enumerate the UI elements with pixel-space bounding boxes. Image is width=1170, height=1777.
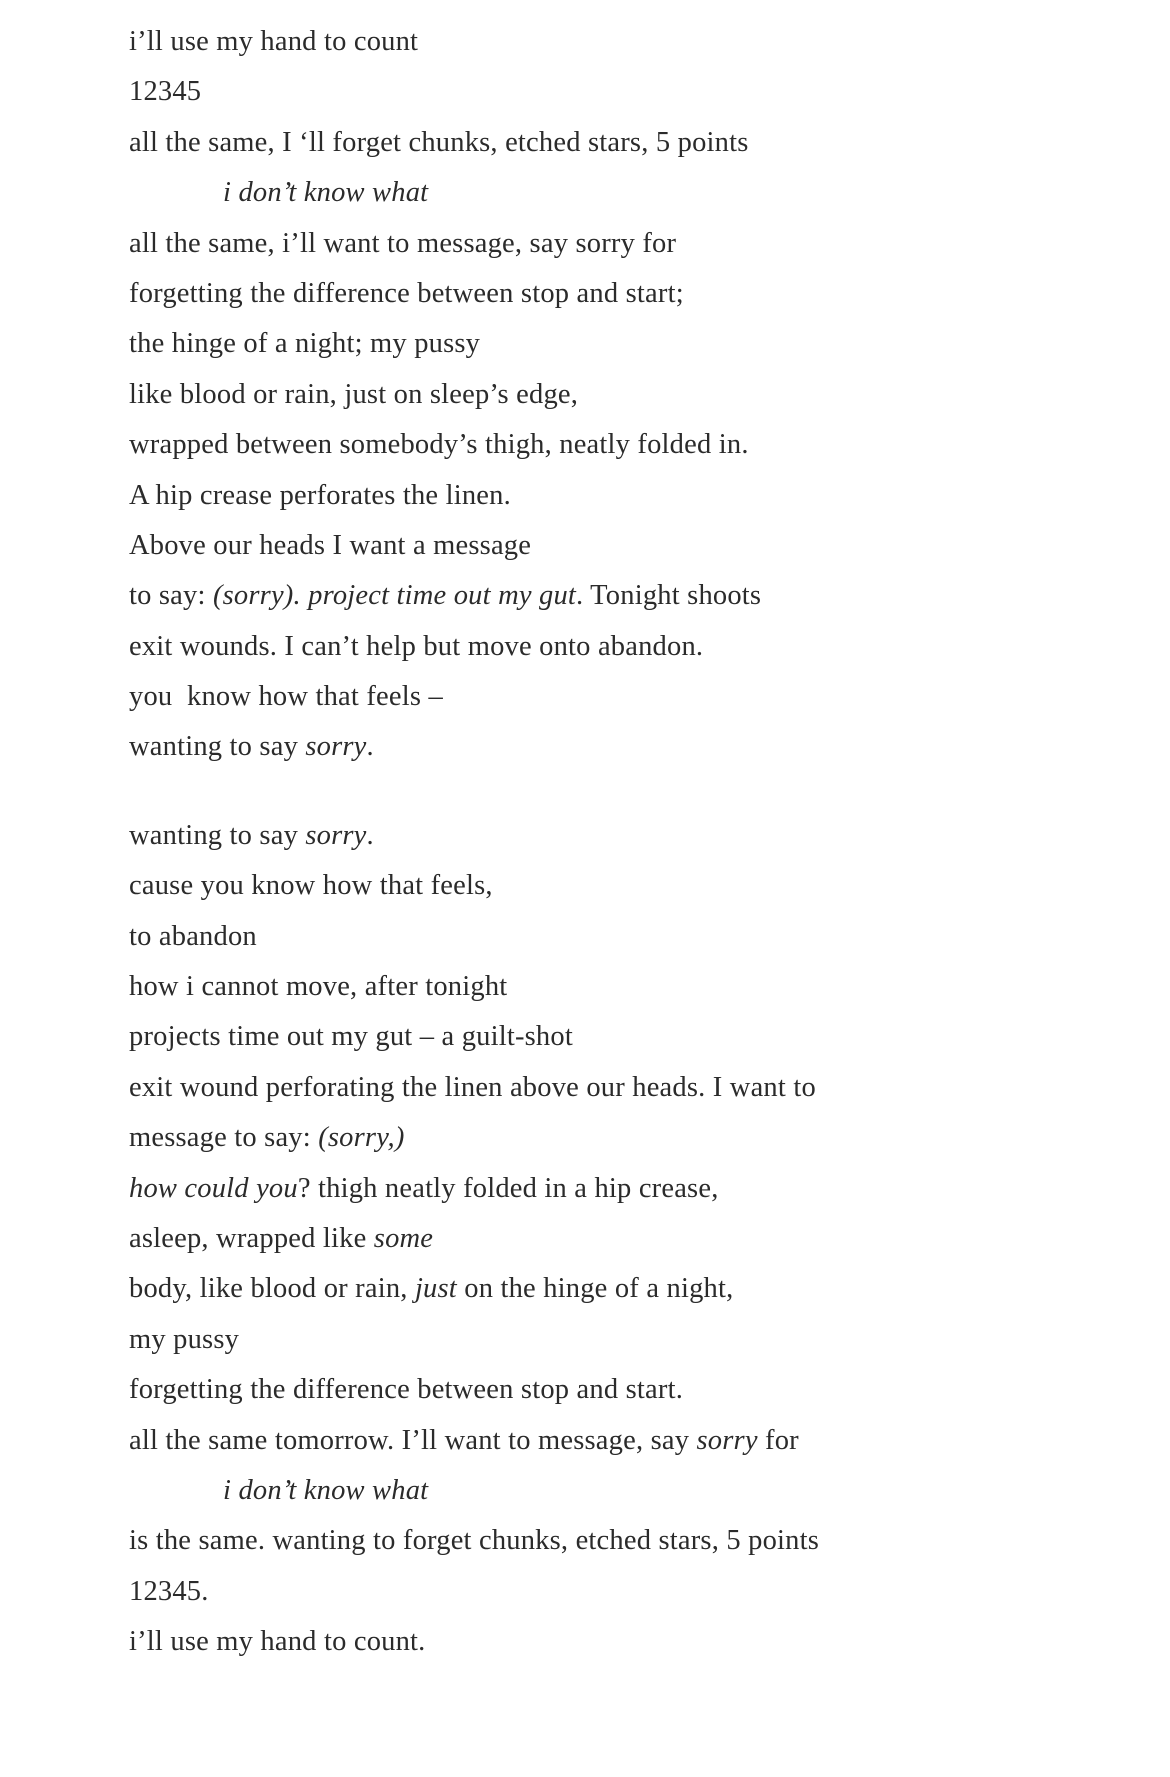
italic-text: (sorry,) bbox=[318, 1122, 405, 1154]
poem-line bbox=[129, 222, 1089, 272]
italic-text: sorry bbox=[305, 731, 367, 763]
poem-line bbox=[129, 1066, 1089, 1116]
line-text: body, like blood or rain, bbox=[129, 1273, 415, 1305]
stanza-1 bbox=[129, 20, 1089, 776]
italic-text: some bbox=[373, 1222, 434, 1254]
line-text: all the same tomorrow. I’ll want to message, say bbox=[129, 1424, 697, 1456]
line-text: you know how that feels – bbox=[129, 681, 443, 713]
poem-line bbox=[129, 574, 1089, 624]
italic-text: sorry bbox=[305, 819, 367, 851]
line-text: . bbox=[366, 731, 374, 763]
poem-line bbox=[129, 864, 1089, 914]
line-text: the hinge of a night; my pussy bbox=[129, 328, 481, 360]
poem-line bbox=[129, 965, 1089, 1015]
italic-text: sorry bbox=[696, 1424, 758, 1456]
poem-line bbox=[129, 625, 1089, 675]
poem-line bbox=[129, 20, 1089, 70]
line-text: on the hinge of a night, bbox=[456, 1273, 734, 1305]
poem-line bbox=[129, 915, 1089, 965]
line-text: forgetting the difference between stop and start; bbox=[129, 277, 684, 309]
line-text: message to say: bbox=[129, 1122, 319, 1154]
line-text: to abandon bbox=[129, 920, 257, 952]
italic-text: i don’t know what bbox=[223, 1474, 429, 1506]
line-text: exit wounds. I can’t help but move onto abandon. bbox=[129, 630, 704, 662]
poem-line bbox=[129, 1519, 1089, 1569]
poem-line bbox=[129, 725, 1089, 775]
italic-text: i don’t know what bbox=[223, 177, 429, 209]
line-text: i’ll use my hand to count. bbox=[129, 1626, 426, 1658]
poem-line bbox=[129, 70, 1089, 120]
line-text: wrapped between somebody’s thigh, neatly folded in. bbox=[129, 429, 749, 461]
italic-text: (sorry). project time out my gut bbox=[212, 580, 577, 612]
line-text: all the same, I ‘ll forget chunks, etched stars, 5 points bbox=[129, 126, 749, 158]
poem-line bbox=[129, 373, 1089, 423]
line-text: wanting to say bbox=[129, 819, 306, 851]
italic-text: how could you bbox=[129, 1172, 298, 1204]
line-text: i’ll use my hand to count bbox=[129, 26, 419, 57]
line-text: . bbox=[366, 819, 374, 851]
poem-line bbox=[129, 171, 1089, 221]
italic-text: just bbox=[414, 1273, 457, 1305]
poem bbox=[129, 20, 1089, 1671]
poem-line bbox=[129, 423, 1089, 473]
poem-line bbox=[129, 1469, 1089, 1519]
poem-line bbox=[129, 1217, 1089, 1267]
line-text: . Tonight shoots bbox=[576, 580, 762, 612]
poem-line bbox=[129, 272, 1089, 322]
poem-line bbox=[129, 1318, 1089, 1368]
line-text: projects time out my gut – a guilt-shot bbox=[129, 1021, 573, 1053]
poem-line bbox=[129, 1015, 1089, 1065]
line-text: cause you know how that feels, bbox=[129, 870, 493, 902]
poem-line bbox=[129, 1570, 1089, 1620]
poem-line bbox=[129, 1267, 1089, 1317]
poem-line bbox=[129, 675, 1089, 725]
poem-line bbox=[129, 524, 1089, 574]
line-text: exit wound perforating the linen above our heads. I want to bbox=[129, 1071, 816, 1103]
line-text: forgetting the difference between stop and start. bbox=[129, 1374, 684, 1406]
poem-line bbox=[129, 1116, 1089, 1166]
line-text: for bbox=[757, 1424, 799, 1456]
line-text: like blood or rain, just on sleep’s edge, bbox=[129, 378, 579, 410]
poem-line bbox=[129, 474, 1089, 524]
line-text: A hip crease perforates the linen. bbox=[129, 479, 511, 511]
line-text: Above our heads I want a message bbox=[129, 529, 532, 561]
line-text: all the same, i’ll want to message, say sorry for bbox=[129, 227, 677, 259]
line-text: wanting to say bbox=[129, 731, 306, 763]
line-text: to say: bbox=[129, 580, 213, 612]
poem-line bbox=[129, 814, 1089, 864]
line-text: is the same. wanting to forget chunks, etched stars, 5 points bbox=[129, 1525, 820, 1557]
stanza-2 bbox=[129, 814, 1089, 1671]
line-text: ? thigh neatly folded in a hip crease, bbox=[297, 1172, 719, 1204]
poem-line bbox=[129, 1620, 1089, 1670]
line-text: 12345. bbox=[129, 1575, 209, 1607]
poem-line bbox=[129, 322, 1089, 372]
poem-line bbox=[129, 121, 1089, 171]
line-text: how i cannot move, after tonight bbox=[129, 971, 508, 1003]
poem-line bbox=[129, 1167, 1089, 1217]
poem-line bbox=[129, 1368, 1089, 1418]
line-text: asleep, wrapped like bbox=[129, 1222, 374, 1254]
line-text: my pussy bbox=[129, 1323, 240, 1355]
poem-line bbox=[129, 1419, 1089, 1469]
line-text: 12345 bbox=[129, 76, 202, 108]
